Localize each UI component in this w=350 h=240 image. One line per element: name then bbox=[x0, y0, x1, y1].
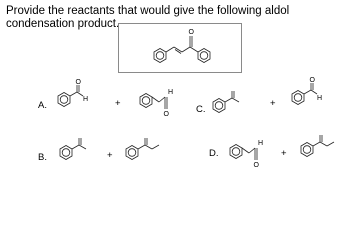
bond bbox=[320, 142, 327, 146]
bond bbox=[249, 148, 255, 153]
option-b-label: B. bbox=[38, 152, 47, 163]
bond bbox=[159, 97, 165, 102]
hydrogen-atom: H bbox=[258, 140, 264, 147]
aromatic-circle bbox=[215, 102, 223, 110]
product-structure bbox=[119, 24, 243, 74]
bond bbox=[182, 47, 190, 52]
hydrogen-atom: H bbox=[317, 95, 323, 102]
bond bbox=[311, 90, 317, 94]
aromatic-circle bbox=[232, 148, 240, 156]
oxygen-atom: O bbox=[188, 29, 194, 36]
aromatic-circle bbox=[200, 52, 208, 60]
benzene-ring bbox=[292, 91, 304, 105]
product-structure-box bbox=[118, 23, 242, 73]
aromatic-circle bbox=[62, 149, 70, 157]
bond bbox=[327, 142, 334, 146]
option-b-plus: + bbox=[107, 150, 113, 161]
question-text: Provide the reactants that would give the following aldol condensation product. bbox=[6, 5, 290, 30]
aromatic-circle bbox=[142, 97, 150, 105]
option-d-label: D. bbox=[209, 148, 219, 159]
option-b-reactant-1 bbox=[52, 135, 102, 167]
bond bbox=[152, 97, 159, 102]
option-c-reactant-1 bbox=[205, 88, 260, 120]
aromatic-circle bbox=[156, 52, 164, 60]
option-a-reactant-1 bbox=[50, 80, 120, 114]
hydrogen-atom: H bbox=[83, 96, 89, 103]
oxygen-atom: O bbox=[163, 111, 169, 118]
bond bbox=[304, 90, 311, 94]
bond bbox=[72, 145, 79, 149]
bond bbox=[313, 142, 320, 146]
option-c-plus: + bbox=[270, 98, 276, 109]
option-a-label: A. bbox=[38, 100, 47, 111]
bond bbox=[166, 47, 174, 52]
option-d-plus: + bbox=[281, 148, 287, 159]
oxygen-atom: O bbox=[253, 162, 259, 169]
aromatic-circle bbox=[60, 96, 68, 104]
bond bbox=[232, 98, 239, 102]
bond bbox=[152, 145, 159, 149]
aromatic-circle bbox=[294, 94, 302, 102]
bond bbox=[79, 145, 86, 149]
hydrogen-atom: H bbox=[168, 89, 174, 96]
aromatic-circle bbox=[128, 149, 136, 157]
double-bond-inner bbox=[175, 50, 181, 54]
oxygen-atom: O bbox=[75, 79, 81, 86]
bond bbox=[242, 148, 249, 153]
oxygen-atom: O bbox=[309, 77, 315, 84]
bond bbox=[225, 98, 232, 102]
option-c-label: C. bbox=[196, 104, 206, 115]
option-d-reactant-2 bbox=[293, 132, 348, 164]
aromatic-circle bbox=[303, 146, 311, 154]
bond bbox=[190, 47, 198, 52]
option-b-reactant-2 bbox=[118, 135, 178, 167]
option-a-plus: + bbox=[115, 98, 121, 109]
option-c-reactant-2 bbox=[284, 78, 344, 112]
benzene-ring bbox=[301, 143, 313, 157]
bond bbox=[138, 145, 145, 149]
option-d-reactant-1 bbox=[222, 136, 282, 176]
bond bbox=[70, 92, 77, 96]
option-a-reactant-2 bbox=[132, 85, 192, 125]
bond bbox=[145, 145, 152, 149]
